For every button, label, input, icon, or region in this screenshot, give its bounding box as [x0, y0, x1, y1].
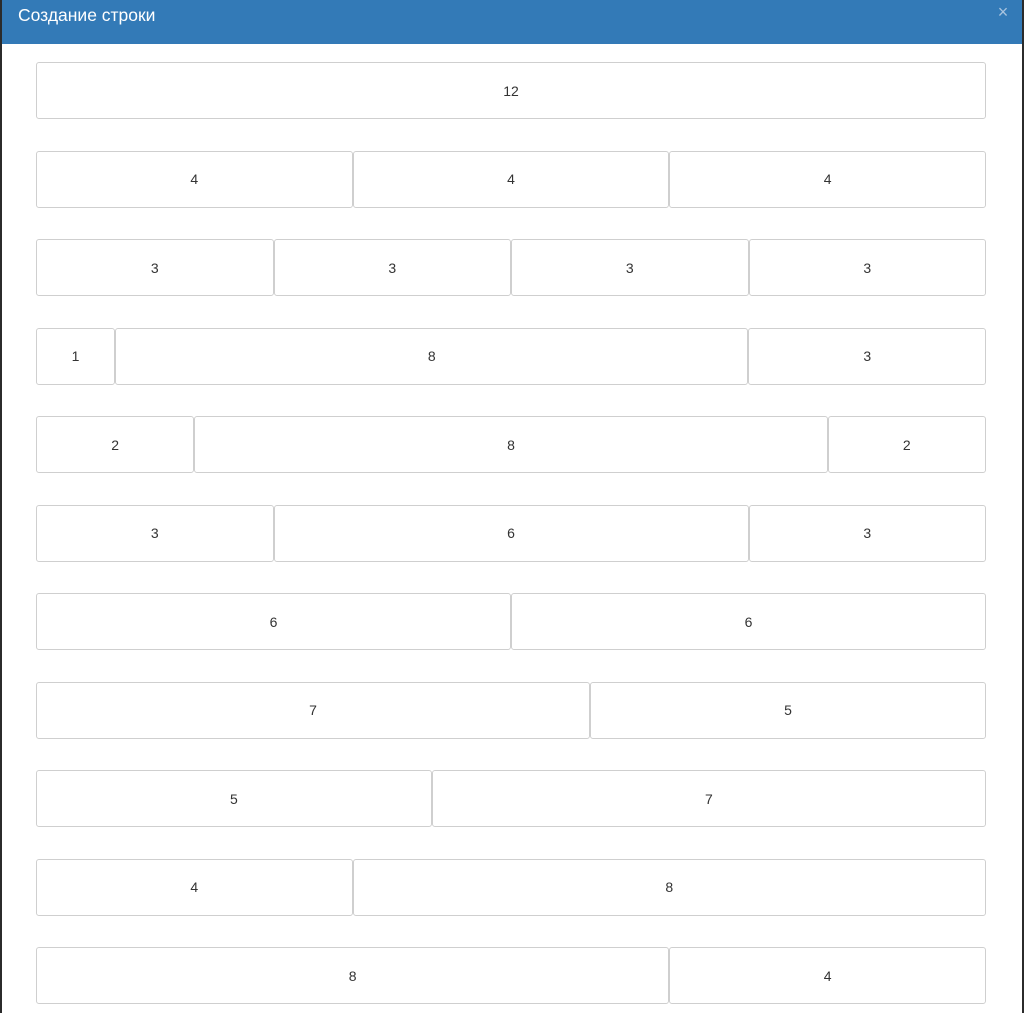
layout-options-list [36, 62, 986, 1013]
layout-option-row[interactable] [36, 328, 986, 385]
layout-column-cell[interactable]: 8 [115, 328, 748, 385]
layout-column-cell[interactable]: 12 [36, 62, 986, 119]
layout-column-cell[interactable]: 3 [36, 239, 274, 296]
layout-column-cell[interactable]: 5 [36, 770, 432, 827]
layout-option-row[interactable] [36, 239, 986, 296]
dialog-header [2, 0, 1022, 44]
layout-column-cell[interactable]: 7 [432, 770, 986, 827]
layout-column-cell[interactable]: 3 [749, 505, 987, 562]
layout-column-cell[interactable]: 5 [590, 682, 986, 739]
layout-column-cell[interactable]: 3 [36, 505, 274, 562]
layout-column-cell[interactable]: 3 [511, 239, 749, 296]
layout-column-cell[interactable]: 4 [36, 151, 353, 208]
create-row-dialog [2, 0, 1022, 1013]
layout-column-cell[interactable]: 6 [274, 505, 749, 562]
layout-option-row[interactable] [36, 416, 986, 473]
layout-column-cell[interactable]: 2 [36, 416, 194, 473]
layout-column-cell[interactable]: 4 [669, 151, 986, 208]
layout-option-row[interactable] [36, 62, 986, 119]
layout-column-cell[interactable]: 7 [36, 682, 590, 739]
layout-option-row[interactable] [36, 859, 986, 916]
layout-column-cell[interactable]: 3 [748, 328, 986, 385]
layout-column-cell[interactable]: 6 [36, 593, 511, 650]
layout-column-cell[interactable]: 4 [36, 859, 353, 916]
layout-option-row[interactable] [36, 505, 986, 562]
close-icon[interactable]: × [997, 2, 1009, 22]
layout-column-cell[interactable]: 8 [36, 947, 669, 1004]
layout-column-cell[interactable]: 4 [353, 151, 670, 208]
layout-column-cell[interactable]: 8 [194, 416, 827, 473]
layout-option-row[interactable] [36, 770, 986, 827]
layout-column-cell[interactable]: 2 [828, 416, 986, 473]
layout-option-row[interactable] [36, 682, 986, 739]
layout-column-cell[interactable]: 8 [353, 859, 986, 916]
layout-column-cell[interactable]: 3 [749, 239, 987, 296]
layout-option-row[interactable] [36, 947, 986, 1004]
layout-column-cell[interactable]: 3 [274, 239, 512, 296]
layout-column-cell[interactable]: 4 [669, 947, 986, 1004]
dialog-title: Создание строки [18, 5, 156, 25]
layout-option-row[interactable] [36, 151, 986, 208]
layout-column-cell[interactable]: 1 [36, 328, 115, 385]
layout-option-row[interactable] [36, 593, 986, 650]
layout-column-cell[interactable]: 6 [511, 593, 986, 650]
